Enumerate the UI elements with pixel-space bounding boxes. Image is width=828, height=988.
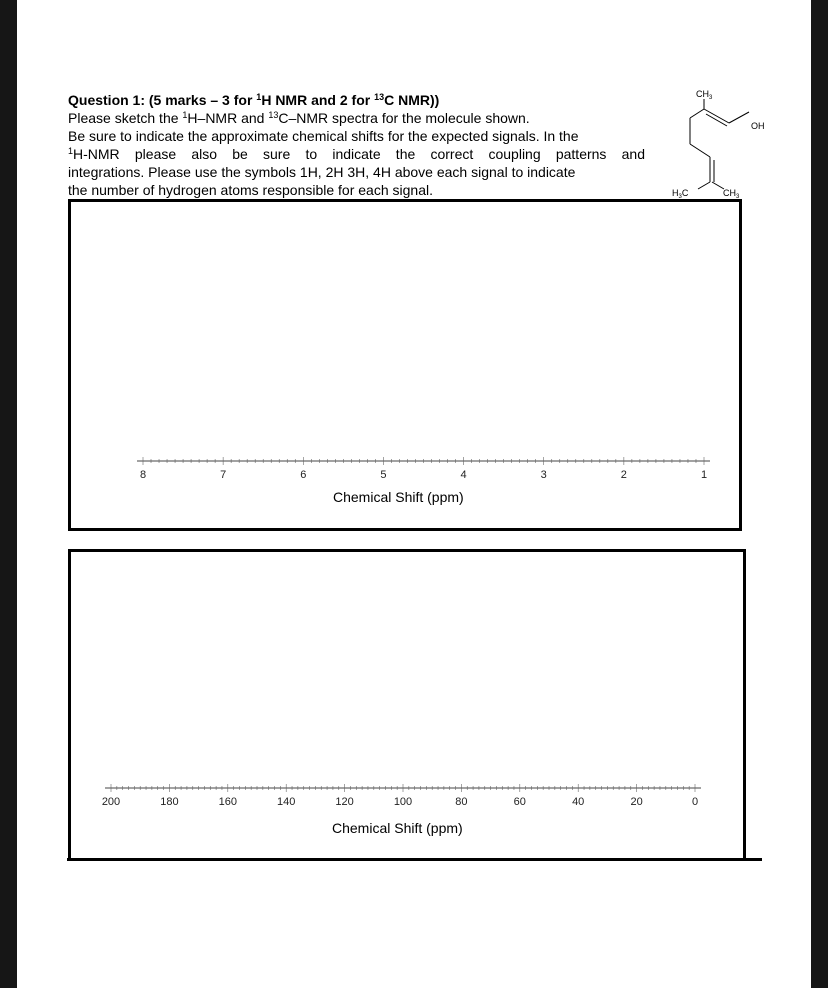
c-nmr-tick-label: 200 bbox=[101, 796, 121, 808]
h-nmr-sketch-box[interactable] bbox=[68, 199, 742, 531]
c-nmr-axis bbox=[71, 552, 743, 858]
c-nmr-tick-label: 80 bbox=[455, 796, 468, 808]
question-heading: Question 1: (5 marks – 3 for $^1$H NMR and 2 for $^{13}$C NMR)) bbox=[68, 92, 440, 108]
c-nmr-tick-label: 180 bbox=[160, 796, 179, 808]
question-line-4: $^1$H-NMR please also be sure to indicate the correct coupling patterns and bbox=[68, 146, 645, 162]
question-line-2: Please sketch the $^1$H–NMR and $^{13}$C–NMR spectra for the molecule shown. bbox=[68, 110, 530, 126]
c-nmr-tick-label: 60 bbox=[513, 796, 526, 808]
h-nmr-axis bbox=[71, 202, 739, 528]
hydroxyl-label: OH bbox=[751, 121, 765, 131]
h-nmr-axis-title: Chemical Shift (ppm) bbox=[333, 489, 464, 505]
h-nmr-tick-label: 4 bbox=[460, 469, 467, 481]
h-nmr-tick-label: 7 bbox=[220, 469, 227, 481]
h-nmr-tick-label: 3 bbox=[540, 469, 547, 481]
methyl-label-bottom-right: $CH_3$ bbox=[723, 188, 740, 200]
c-nmr-tick-label: 0 bbox=[691, 796, 699, 808]
c-nmr-sketch-box[interactable] bbox=[68, 549, 746, 861]
c-nmr-tick-label: 40 bbox=[572, 796, 585, 808]
question-line-5: integrations. Please use the symbols 1H, 2H 3H, 4H above each signal to indicate bbox=[68, 164, 576, 180]
c-nmr-tick-label: 160 bbox=[218, 796, 237, 808]
question-text bbox=[68, 91, 645, 199]
methyl-label-bottom-left: $H_3C$ bbox=[672, 188, 689, 200]
question-line-3: Be sure to indicate the approximate chemical shifts for the expected signals. In the bbox=[68, 128, 579, 144]
c-nmr-tick-label: 120 bbox=[335, 796, 354, 808]
c-nmr-tick-label: 140 bbox=[277, 796, 296, 808]
h-nmr-tick-label: 8 bbox=[139, 469, 147, 481]
question-line-6: the number of hydrogen atoms responsible for each signal. bbox=[68, 182, 433, 198]
document-page bbox=[17, 0, 811, 988]
h-nmr-tick-label: 5 bbox=[380, 469, 387, 481]
bottom-rule bbox=[67, 858, 762, 861]
molecule-structure-diagram bbox=[642, 82, 765, 202]
molecule-bonds bbox=[690, 99, 749, 189]
h-nmr-tick-label: 2 bbox=[620, 469, 627, 481]
c-nmr-tick-label: 100 bbox=[393, 796, 413, 808]
methyl-label-top: $CH_3$ bbox=[696, 89, 713, 101]
h-nmr-tick-label: 6 bbox=[300, 469, 307, 481]
c-nmr-axis-title: Chemical Shift (ppm) bbox=[332, 820, 463, 836]
c-nmr-tick-label: 20 bbox=[630, 796, 643, 808]
h-nmr-tick-label: 1 bbox=[700, 469, 708, 481]
